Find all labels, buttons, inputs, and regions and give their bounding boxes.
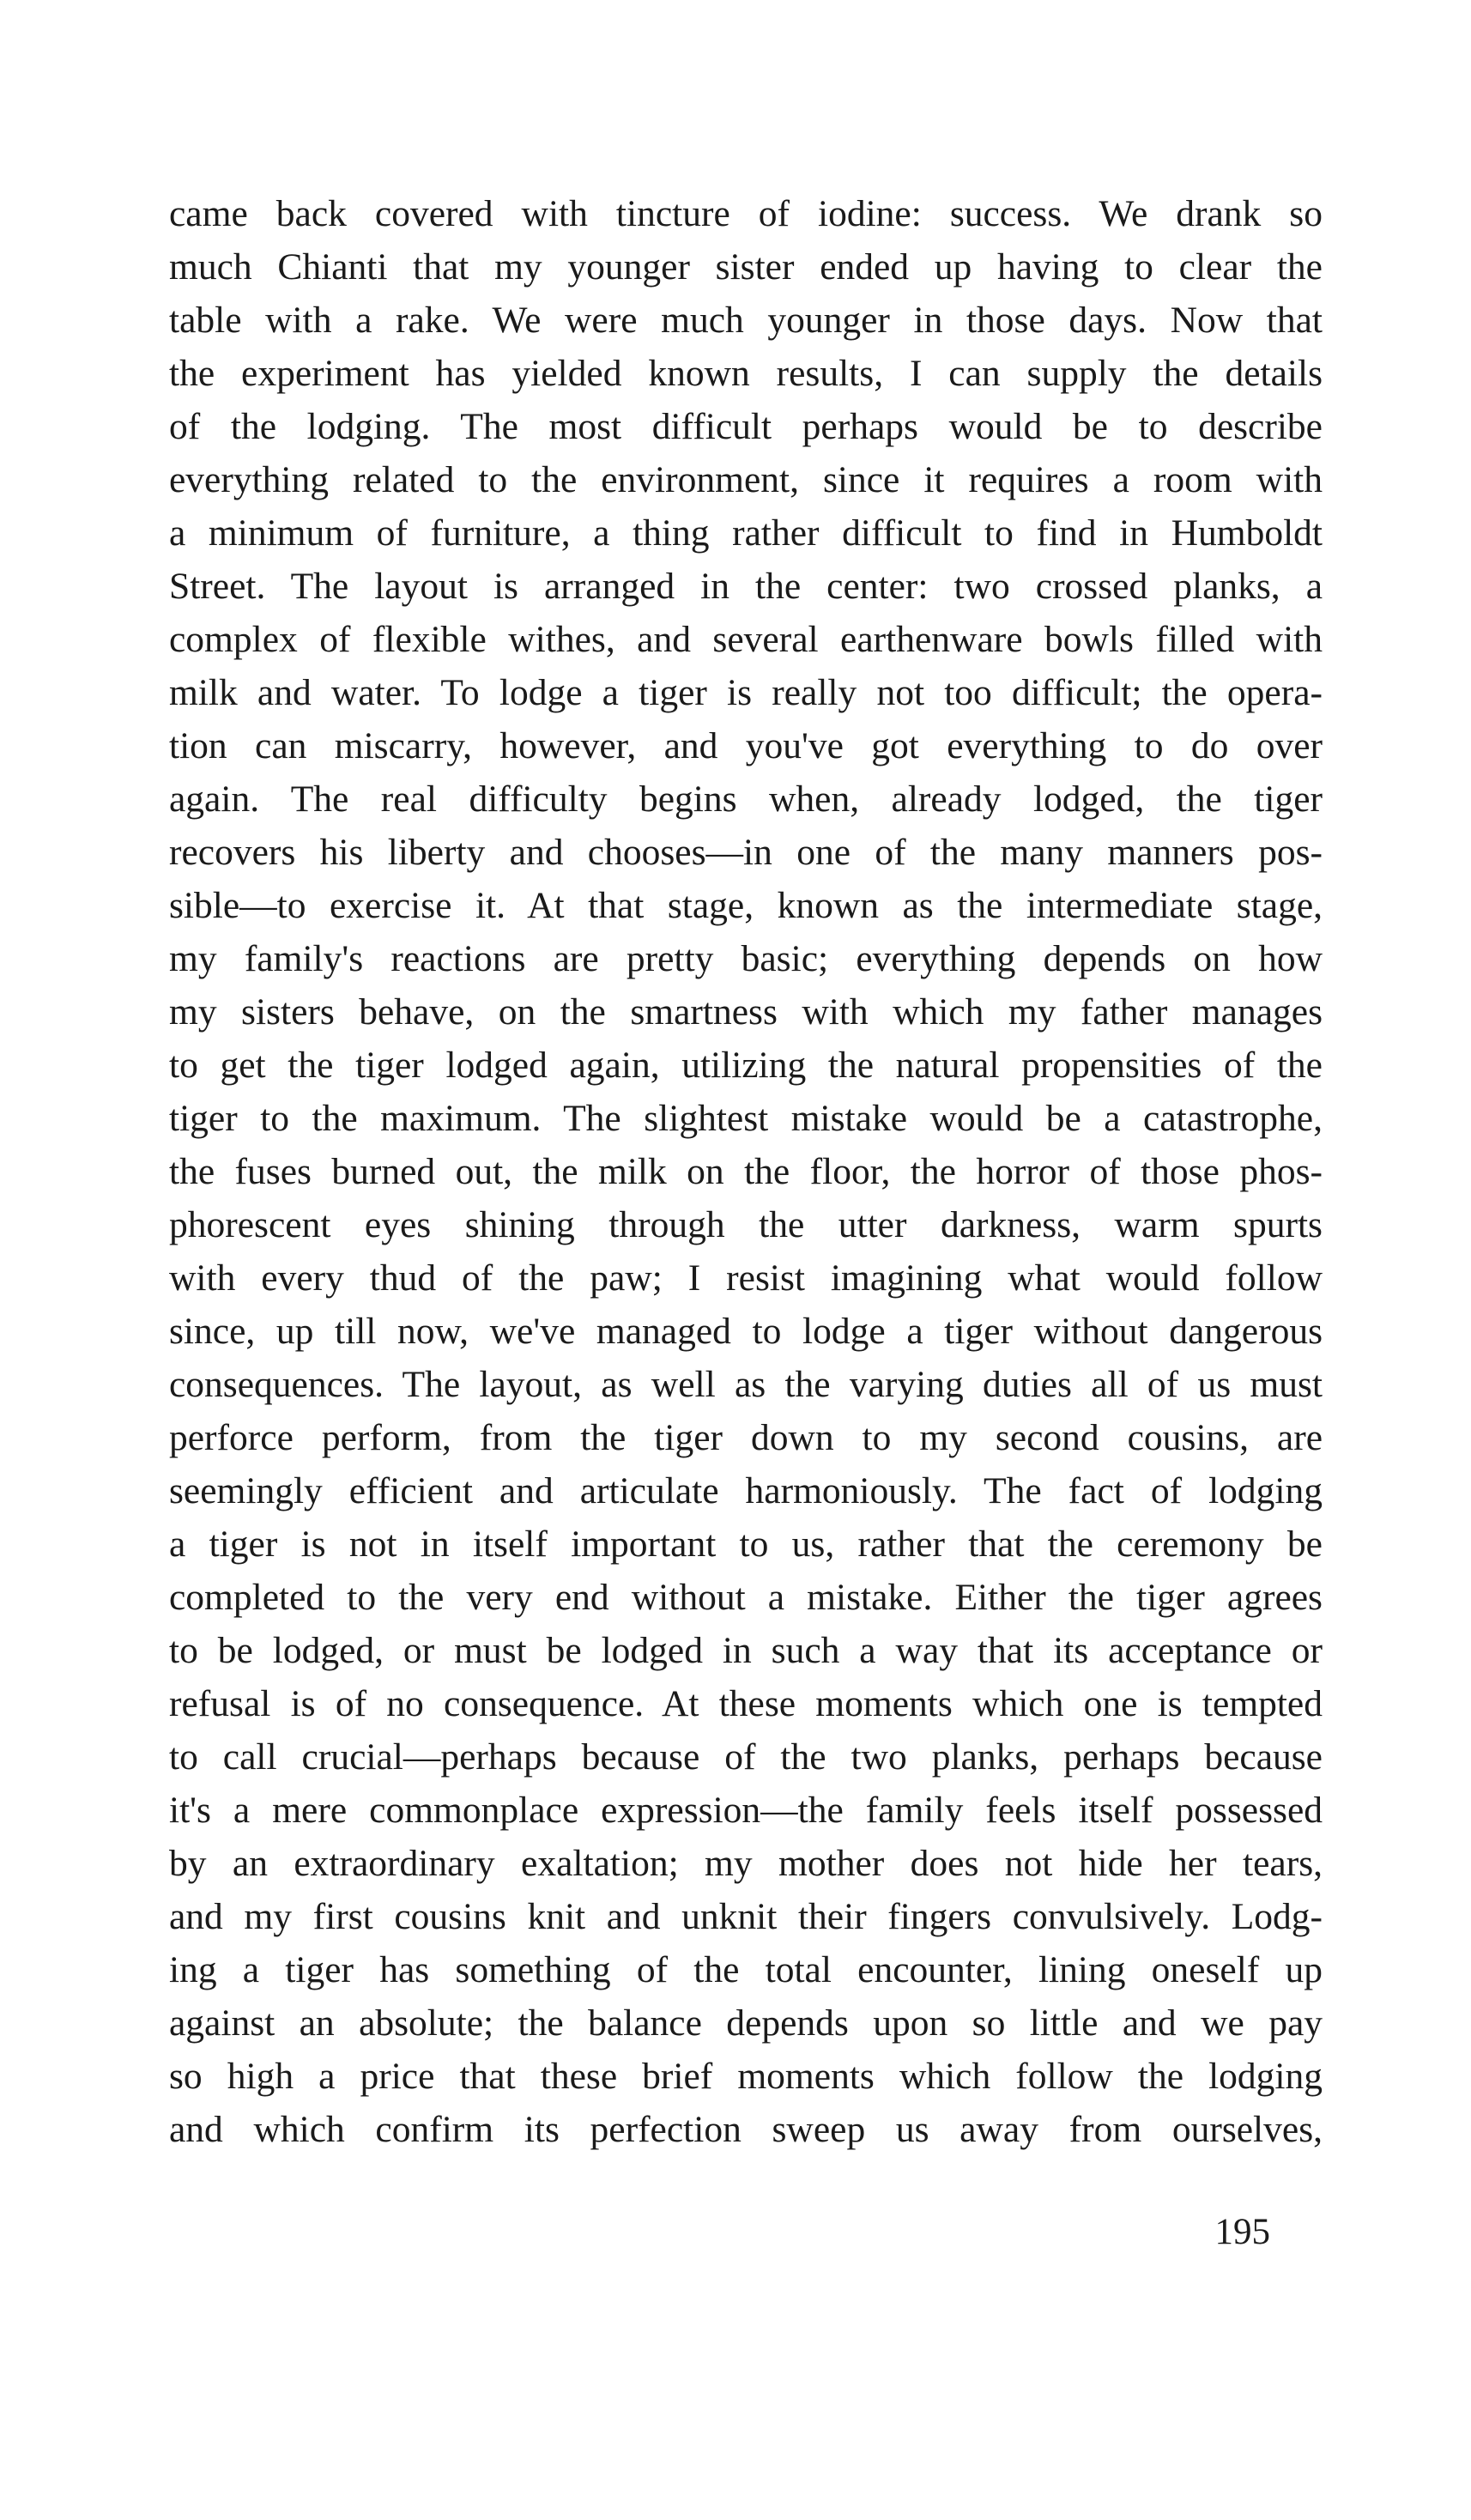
text-line: consequences. The layout, as well as the varying duties all of us must [169,1364,1323,1405]
text-line: to be lodged, or must be lodged in such a way that its acceptance or [169,1630,1323,1671]
text-line: to call crucial—perhaps because of the two planks, perhaps because [169,1736,1323,1778]
text-line: since, up till now, we've managed to lodge a tiger without dangerous [169,1311,1323,1352]
page-number: 195 [1214,2212,1270,2252]
text-line: a minimum of furniture, a thing rather difficult to find in Humboldt [169,512,1323,554]
text-line: came back covered with tincture of iodine: success. We drank so [169,193,1323,234]
text-line: against an absolute; the balance depends upon so little and we pay [169,2002,1323,2044]
text-line: refusal is of no consequence. At these moments which one is tempted [169,1683,1323,1724]
text-line: complex of flexible withes, and several earthenware bowls filled with [169,619,1323,660]
text-line: recovers his liberty and chooses—in one of the many manners pos- [169,832,1323,873]
text-line: milk and water. To lodge a tiger is really not too difficult; the opera- [169,672,1323,713]
text-line: and which confirm its perfection sweep us away from ourselves, [169,2109,1323,2150]
text-line: with every thud of the paw; I resist imagining what would follow [169,1257,1323,1299]
text-line: seemingly efficient and articulate harmoniously. The fact of lodging [169,1470,1323,1511]
text-line: tion can miscarry, however, and you've got everything to do over [169,725,1323,766]
text-line: the experiment has yielded known results, I can supply the details [169,353,1323,394]
text-line: tiger to the maximum. The slightest mistake would be a catastrophe, [169,1098,1323,1139]
text-line: of the lodging. The most difficult perhaps would be to describe [169,406,1323,447]
text-line: sible—to exercise it. At that stage, known as the intermediate stage, [169,885,1323,926]
text-line: my sisters behave, on the smartness with which my father manages [169,991,1323,1033]
text-line: it's a mere commonplace expression—the family feels itself possessed [169,1790,1323,1831]
text-line: by an extraordinary exaltation; my mother does not hide her tears, [169,1843,1323,1884]
text-line: perforce perform, from the tiger down to my second cousins, are [169,1417,1323,1458]
text-line: the fuses burned out, the milk on the floor, the horror of those phos- [169,1151,1323,1192]
text-line: table with a rake. We were much younger in those days. Now that [169,300,1323,341]
body-text [169,187,1323,2156]
text-line: my family's reactions are pretty basic; everything depends on how [169,938,1323,979]
text-line: again. The real difficulty begins when, already lodged, the tiger [169,778,1323,820]
text-line: much Chianti that my younger sister ended up having to clear the [169,246,1323,288]
text-line: to get the tiger lodged again, utilizing the natural propensities of the [169,1045,1323,1086]
text-line: and my first cousins knit and unknit their fingers convulsively. Lodg- [169,1896,1323,1937]
text-line: Street. The layout is arranged in the center: two crossed planks, a [169,566,1323,607]
text-line: ing a tiger has something of the total encounter, lining oneself up [169,1949,1323,1990]
text-line: so high a price that these brief moments which follow the lodging [169,2056,1323,2097]
text-line: phorescent eyes shining through the utter darkness, warm spurts [169,1204,1323,1245]
text-line: completed to the very end without a mistake. Either the tiger agrees [169,1577,1323,1618]
text-line: a tiger is not in itself important to us, rather that the ceremony be [169,1524,1323,1565]
text-line: everything related to the environment, since it requires a room with [169,459,1323,500]
